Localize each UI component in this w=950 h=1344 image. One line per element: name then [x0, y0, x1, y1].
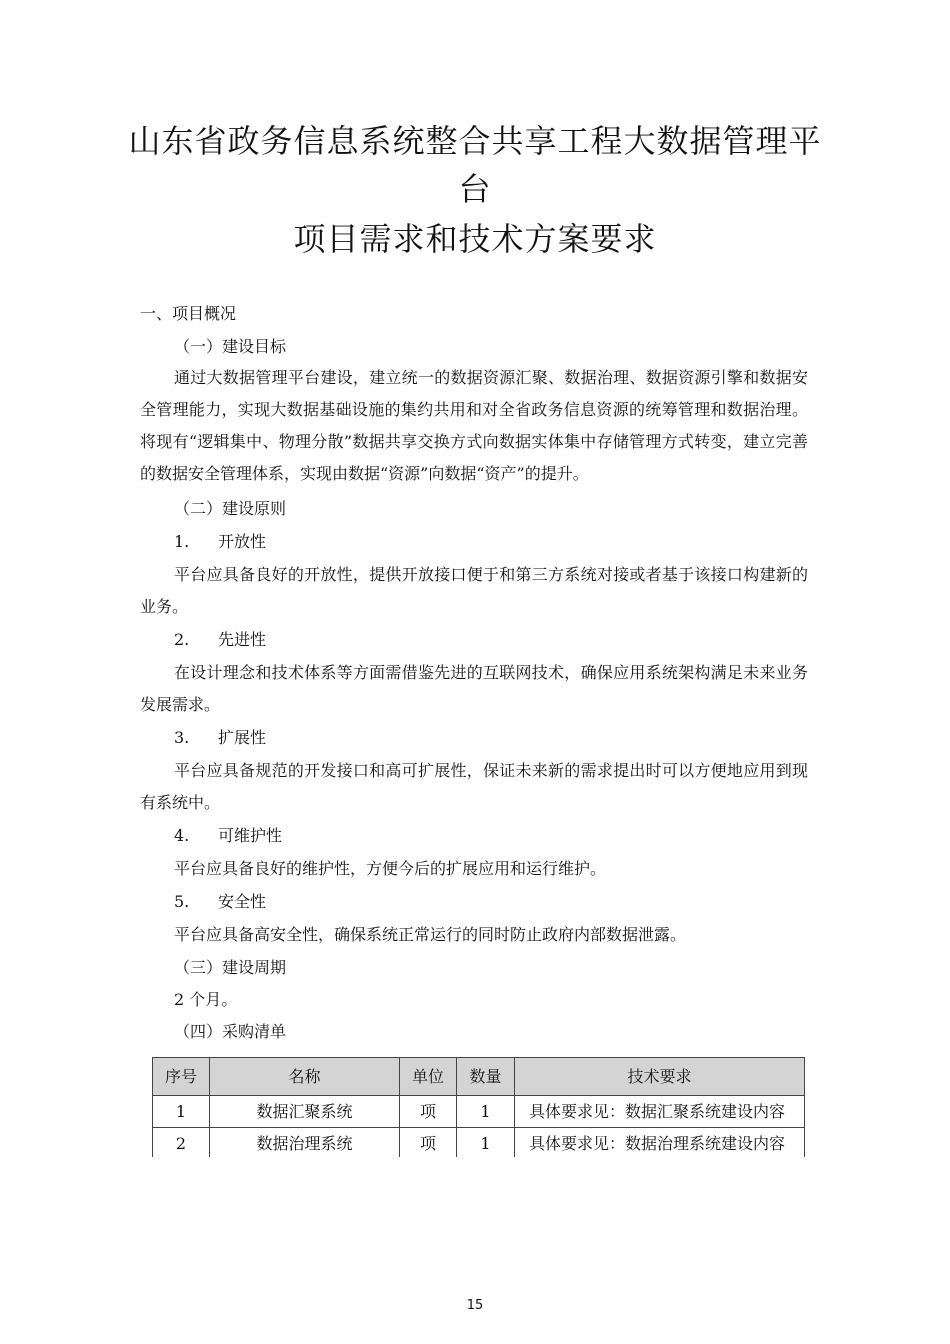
- principle-heading-4: [174, 826, 282, 846]
- header-cell-requirements: 技术要求: [515, 1058, 805, 1096]
- principle-name: 可维护性: [218, 826, 283, 845]
- cell-index: 2: [153, 1128, 210, 1160]
- principle-desc-2: 在设计理念和技术体系等方面需借鉴先进的互联网技术，确保应用系统架构满足未来业务发展需求。: [140, 663, 808, 714]
- cell-name: 数据治理系统: [210, 1128, 400, 1160]
- table-row: [153, 1128, 805, 1160]
- subsection-heading-procurement: （四）采购清单: [174, 1022, 287, 1041]
- header-cell-index: 序号: [153, 1058, 210, 1096]
- principle-desc-5: 平台应具备高安全性，确保系统正常运行的同时防止政府内部数据泄露。: [174, 925, 687, 944]
- document-title-line-2: 台: [458, 170, 492, 208]
- cell-unit: 项: [400, 1128, 457, 1160]
- header-cell-unit: 单位: [400, 1058, 457, 1096]
- goal-paragraph: 通过大数据管理平台建设，建立统一的数据资源汇聚、数据治理、数据资源引擎和数据安全管理能力，实现大数据基础设施的集约共用和对全省政务信息资源的统筹管理和数据治理。将现有“逻辑集中、物理分散”数据共享交换方式向数据实体集中存储管理方式转变，建立完善的数据安全管理体系，实现由数据“资源”向数据“资产”的提升。: [140, 368, 808, 483]
- principle-number: 2.: [174, 630, 190, 649]
- header-cell-name: 名称: [210, 1058, 400, 1096]
- principle-desc-4: 平台应具备良好的维护性，方便今后的扩展应用和运行维护。: [174, 859, 607, 878]
- header-cell-quantity: 数量: [457, 1058, 515, 1096]
- subsection-heading-goal: （一）建设目标: [174, 337, 287, 356]
- cell-requirements: 具体要求见：数据汇聚系统建设内容: [515, 1096, 805, 1128]
- section-heading-overview: 一、项目概况: [140, 304, 237, 323]
- principle-name: 扩展性: [218, 728, 267, 747]
- principle-heading-1: [174, 532, 266, 552]
- table-row: [153, 1096, 805, 1128]
- principle-name: 安全性: [218, 892, 267, 911]
- principle-desc-3: 平台应具备规范的开发接口和高可扩展性，保证未来新的需求提出时可以方便地应用到现有系统中。: [140, 761, 808, 812]
- principle-name: 先进性: [218, 630, 267, 649]
- procurement-table: [152, 1057, 805, 1160]
- principle-number: 1.: [174, 532, 190, 551]
- subsection-heading-principles: （二）建设原则: [174, 499, 287, 518]
- document-subtitle: 项目需求和技术方案要求: [293, 220, 657, 258]
- page-break-mask: [140, 1157, 820, 1187]
- cell-quantity: 1: [457, 1128, 515, 1160]
- table-header-row: [153, 1058, 805, 1096]
- period-text: 2 个月。: [174, 990, 238, 1009]
- principle-number: 4.: [174, 826, 190, 845]
- cell-name: 数据汇聚系统: [210, 1096, 400, 1128]
- cell-unit: 项: [400, 1096, 457, 1128]
- cell-index: 1: [153, 1096, 210, 1128]
- principle-heading-5: [174, 892, 266, 912]
- principle-desc-1: 平台应具备良好的开放性，提供开放接口便于和第三方系统对接或者基于该接口构建新的业务。: [140, 565, 808, 616]
- principle-name: 开放性: [218, 532, 267, 551]
- cell-requirements: 具体要求见：数据治理系统建设内容: [515, 1128, 805, 1160]
- page-number: 15: [466, 1298, 484, 1313]
- principle-heading-3: [174, 728, 266, 748]
- document-title-line-1: 山东省政务信息系统整合共享工程大数据管理平: [128, 122, 822, 160]
- principle-heading-2: [174, 630, 266, 650]
- subsection-heading-period: （三）建设周期: [174, 958, 287, 977]
- principle-number: 5.: [174, 892, 190, 911]
- principle-number: 3.: [174, 728, 190, 747]
- cell-quantity: 1: [457, 1096, 515, 1128]
